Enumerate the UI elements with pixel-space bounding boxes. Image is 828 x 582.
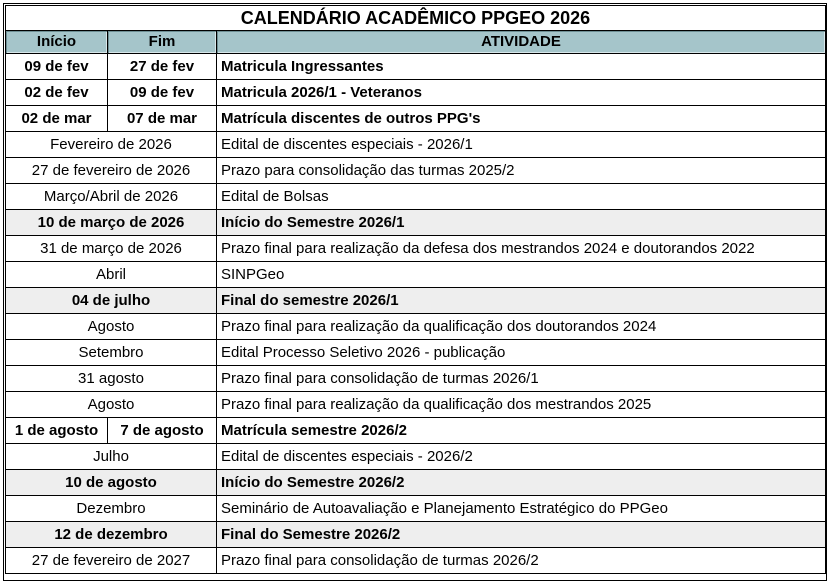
table-row	[6, 158, 826, 184]
table-row	[6, 548, 826, 574]
cell-fim: 27 de fev	[108, 54, 217, 80]
cell-atividade: Seminário de Autoavaliação e Planejamento Estratégico do PPGeo	[217, 496, 826, 522]
cell-atividade: Prazo final para realização da qualificação dos doutorandos 2024	[217, 314, 826, 340]
cell-atividade: Prazo final para realização da qualificação dos mestrandos 2025	[217, 392, 826, 418]
cell-atividade: Edital de discentes especiais - 2026/2	[217, 444, 826, 470]
cell-atividade: Matrícula semestre 2026/2	[217, 418, 826, 444]
cell-data: Abril	[6, 262, 217, 288]
column-header-fim: Fim	[108, 31, 217, 54]
cell-atividade: Prazo para consolidação das turmas 2025/2	[217, 158, 826, 184]
cell-inicio: 02 de mar	[6, 106, 108, 132]
table-row	[6, 236, 826, 262]
table-title: CALENDÁRIO ACADÊMICO PPGEO 2026	[6, 6, 826, 31]
cell-data: Setembro	[6, 340, 217, 366]
cell-inicio: 02 de fev	[6, 80, 108, 106]
column-header-row	[6, 31, 826, 54]
title-row	[6, 6, 826, 31]
cell-atividade: Início do Semestre 2026/1	[217, 210, 826, 236]
cell-atividade: SINPGeo	[217, 262, 826, 288]
cell-data: Agosto	[6, 392, 217, 418]
table-row	[6, 314, 826, 340]
calendar-table-frame	[3, 3, 827, 581]
table-row	[6, 366, 826, 392]
cell-data: 10 de agosto	[6, 470, 217, 496]
cell-data: Dezembro	[6, 496, 217, 522]
cell-data: Julho	[6, 444, 217, 470]
table-row	[6, 496, 826, 522]
cell-atividade: Prazo final para consolidação de turmas 2026/2	[217, 548, 826, 574]
table-row	[6, 288, 826, 314]
cell-data: Fevereiro de 2026	[6, 132, 217, 158]
academic-calendar-table	[5, 5, 826, 574]
cell-atividade: Edital de discentes especiais - 2026/1	[217, 132, 826, 158]
column-header-atividade: ATIVIDADE	[217, 31, 826, 54]
cell-data: 04 de julho	[6, 288, 217, 314]
cell-atividade: Matrícula discentes de outros PPG's	[217, 106, 826, 132]
table-row	[6, 392, 826, 418]
cell-fim: 7 de agosto	[108, 418, 217, 444]
table-row	[6, 444, 826, 470]
cell-atividade: Prazo final para consolidação de turmas 2026/1	[217, 366, 826, 392]
table-row	[6, 80, 826, 106]
cell-atividade: Edital Processo Seletivo 2026 - publicação	[217, 340, 826, 366]
calendar-rows	[6, 54, 826, 574]
table-row	[6, 262, 826, 288]
cell-data: Agosto	[6, 314, 217, 340]
cell-data: 12 de dezembro	[6, 522, 217, 548]
table-row	[6, 522, 826, 548]
table-row	[6, 132, 826, 158]
cell-atividade: Matricula Ingressantes	[217, 54, 826, 80]
cell-data: 31 de março de 2026	[6, 236, 217, 262]
cell-data: 31 agosto	[6, 366, 217, 392]
table-row	[6, 184, 826, 210]
cell-atividade: Prazo final para realização da defesa dos mestrandos 2024 e doutorandos 2022	[217, 236, 826, 262]
cell-data: 27 de fevereiro de 2026	[6, 158, 217, 184]
table-row	[6, 470, 826, 496]
cell-atividade: Matricula 2026/1 - Veteranos	[217, 80, 826, 106]
cell-data: 10 de março de 2026	[6, 210, 217, 236]
table-row	[6, 418, 826, 444]
cell-data: Março/Abril de 2026	[6, 184, 217, 210]
column-header-inicio: Início	[6, 31, 108, 54]
cell-fim: 07 de mar	[108, 106, 217, 132]
cell-inicio: 09 de fev	[6, 54, 108, 80]
cell-atividade: Edital de Bolsas	[217, 184, 826, 210]
cell-fim: 09 de fev	[108, 80, 217, 106]
cell-atividade: Final do semestre 2026/1	[217, 288, 826, 314]
cell-atividade: Final do Semestre 2026/2	[217, 522, 826, 548]
table-row	[6, 340, 826, 366]
table-row	[6, 106, 826, 132]
table-row	[6, 210, 826, 236]
cell-inicio: 1 de agosto	[6, 418, 108, 444]
cell-data: 27 de fevereiro de 2027	[6, 548, 217, 574]
table-row	[6, 54, 826, 80]
cell-atividade: Início do Semestre 2026/2	[217, 470, 826, 496]
